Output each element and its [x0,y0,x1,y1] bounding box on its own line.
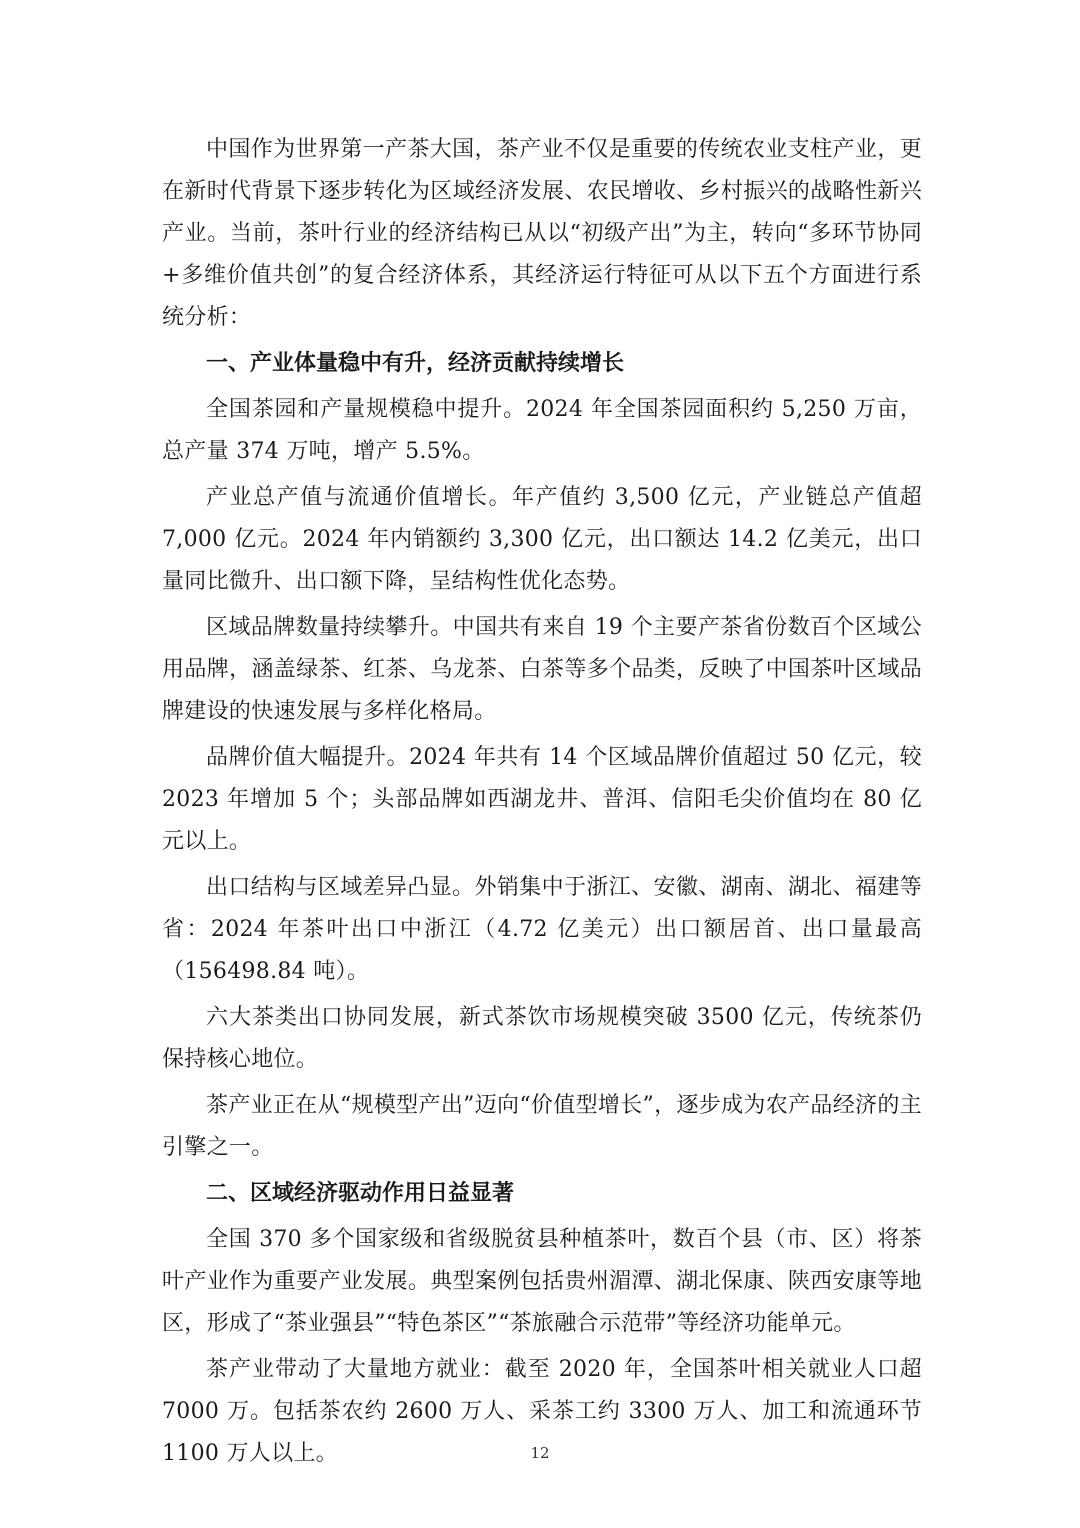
page-number: 12 [530,1444,550,1462]
section-1-paragraph-3: 区域品牌数量持续攀升。中国共有来自 19 个主要产茶省份数百个区域公用品牌，涵盖绿茶、红茶、乌龙茶、白茶等多个品类，反映了中国茶叶区域品牌建设的快速发展与多样化格局。 [162,615,922,724]
section-1-heading: 一、产业体量稳中有升，经济贡献持续增长 [206,351,625,376]
section-1-paragraph-7: 茶产业正在从“规模型产出”迈向“价值型增长”，逐步成为农产品经济的主引擎之一。 [162,1093,922,1160]
section-2-paragraph-1: 全国 370 多个国家级和省级脱贫县种植茶叶，数百个县（市、区）将茶叶产业作为重要产业发展。典型案例包括贵州湄潭、湖北保康、陕西安康等地区，形成了“茶业强县”“特色茶区”“茶旅融合示范带”等经济功能单元。 [162,1227,922,1336]
section-2-paragraph-2: 茶产业带动了大量地方就业：截至 2020 年，全国茶叶相关就业人口超 7000 万。包括茶农约 2600 万人、采茶工约 3300 万人、加工和流通环节 1100 万人以上。 [162,1357,922,1466]
section-1-paragraph-2: 产业总产值与流通价值增长。年产值约 3,500 亿元，产业链总产值超 7,000 亿元。2024 年内销额约 3,300 亿元，出口额达 14.2 亿美元，出口量同比微升、出口额下降，呈结构性优化态势。 [162,485,922,594]
section-2-heading: 二、区域经济驱动作用日益显著 [206,1181,515,1206]
section-1-paragraph-5: 出口结构与区域差异凸显。外销集中于浙江、安徽、湖南、湖北、福建等省：2024 年茶叶出口中浙江（4.72 亿美元）出口额居首、出口量最高（156498.84 吨）。 [162,875,922,984]
section-1-paragraph-4: 品牌价值大幅提升。2024 年共有 14 个区域品牌价值超过 50 亿元，较 2023 年增加 5 个；头部品牌如西湖龙井、普洱、信阳毛尖价值均在 80 亿元以上。 [162,745,922,854]
section-1-paragraph-1: 全国茶园和产量规模稳中提升。2024 年全国茶园面积约 5,250 万亩，总产量 374 万吨，增产 5.5%。 [162,397,922,464]
document-page [162,129,922,1475]
intro-paragraph: 中国作为世界第一产茶大国，茶产业不仅是重要的传统农业支柱产业，更在新时代背景下逐步转化为区域经济发展、农民增收、乡村振兴的战略性新兴产业。当前，茶叶行业的经济结构已从以“初级产出”为主，转向“多环节协同+多维价值共创”的复合经济体系，其经济运行特征可从以下五个方面进行系统分析： [162,137,922,330]
section-1-paragraph-6: 六大茶类出口协同发展，新式茶饮市场规模突破 3500 亿元，传统茶仍保持核心地位。 [162,1005,922,1072]
